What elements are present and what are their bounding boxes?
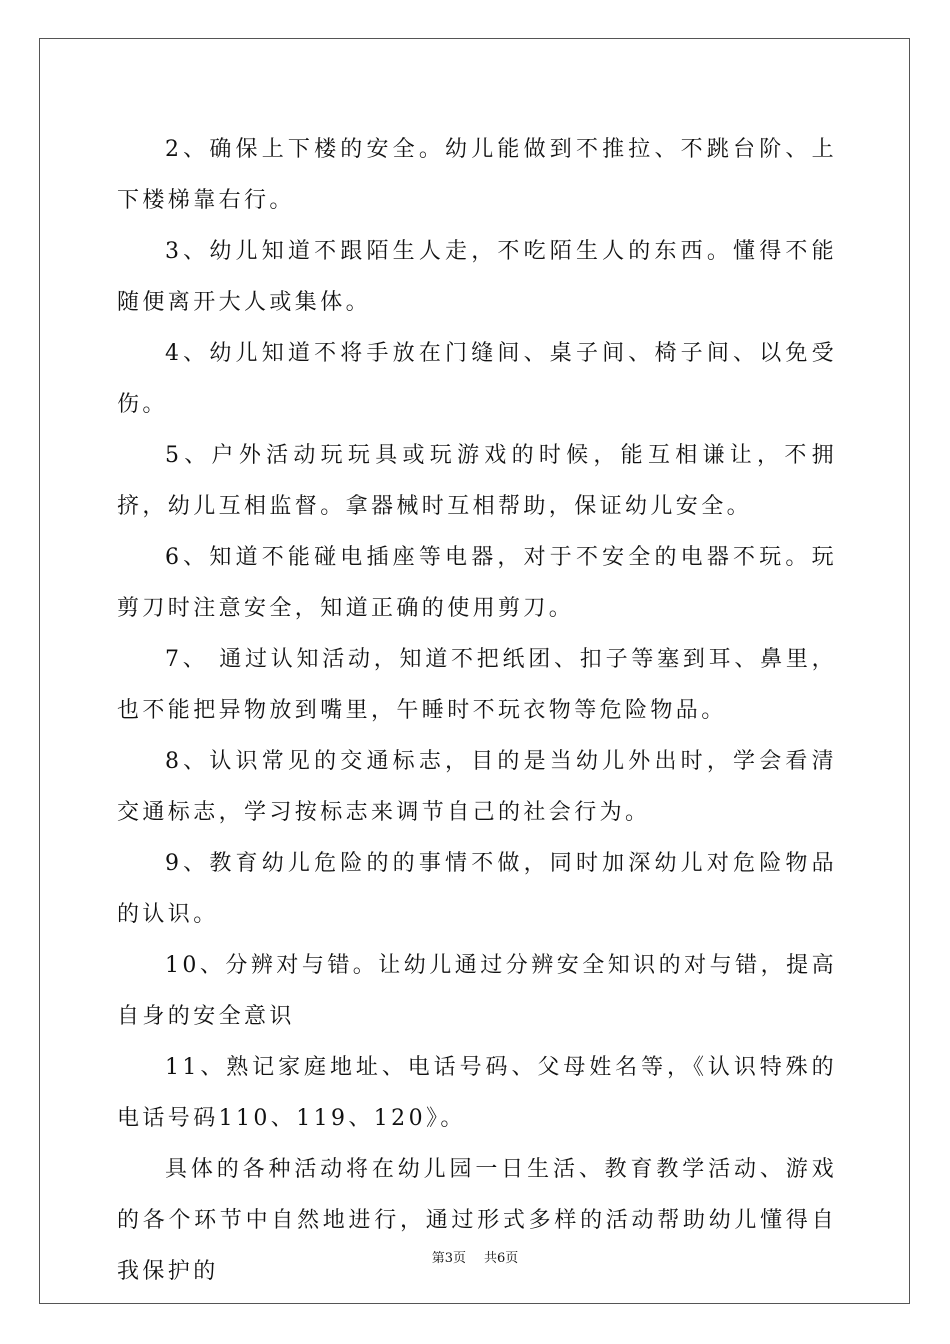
page-footer xyxy=(0,1247,950,1266)
paragraph: 5、户外活动玩玩具或玩游戏的时候，能互相谦让，不拥挤，幼儿互相监督。拿器械时互相帮助，保证幼儿安全。 xyxy=(117,443,837,519)
paragraph: 11、熟记家庭地址、电话号码、父母姓名等，《认识特殊的电话号码110、119、120》。 xyxy=(117,1055,837,1131)
paragraph: 9、教育幼儿危险的的事情不做，同时加深幼儿对危险物品的认识。 xyxy=(117,851,837,927)
paragraph: 具体的各种活动将在幼儿园一日生活、教育教学活动、游戏的各个环节中自然地进行，通过形式多样的活动帮助幼儿懂得自我保护的 xyxy=(117,1157,837,1284)
paragraph: 10、分辨对与错。让幼儿通过分辨安全知识的对与错，提高自身的安全意识 xyxy=(117,953,837,1029)
page-number: 第3页 xyxy=(431,1251,466,1266)
paragraph: 6、知道不能碰电插座等电器，对于不安全的电器不玩。玩剪刀时注意安全，知道正确的使用剪刀。 xyxy=(117,545,837,621)
document-body xyxy=(117,124,837,1297)
paragraph: 8、认识常见的交通标志，目的是当幼儿外出时，学会看清交通标志，学习按标志来调节自己的社会行为。 xyxy=(117,749,837,825)
paragraph: 2、确保上下楼的安全。幼儿能做到不推拉、不跳台阶、上下楼梯靠右行。 xyxy=(117,137,837,213)
paragraph: 4、幼儿知道不将手放在门缝间、桌子间、椅子间、以免受伤。 xyxy=(117,341,837,417)
paragraph: 7、 通过认知活动，知道不把纸团、扣子等塞到耳、鼻里，也不能把异物放到嘴里，午睡时不玩衣物等危险物品。 xyxy=(117,647,837,723)
page-total: 共6页 xyxy=(484,1251,519,1266)
paragraph: 3、幼儿知道不跟陌生人走，不吃陌生人的东西。懂得不能随便离开大人或集体。 xyxy=(117,239,837,315)
